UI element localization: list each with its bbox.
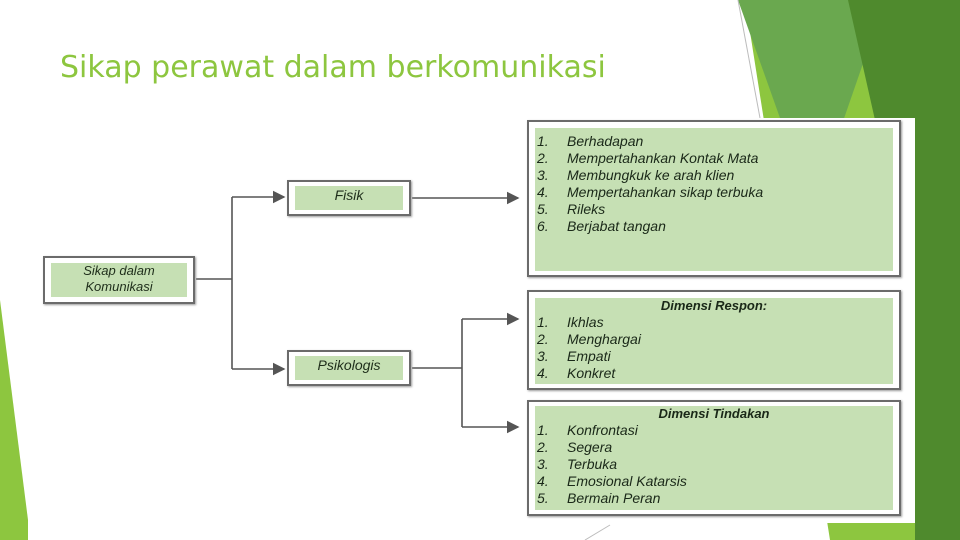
list-item: 3. Terbuka <box>537 456 618 472</box>
list-item: 1. Ikhlas <box>537 314 604 330</box>
fisik-list-box <box>527 120 901 277</box>
list-item: 3. Membungkuk ke arah klien <box>537 167 735 183</box>
list-item: 3. Empati <box>537 348 611 364</box>
list-item: 2. Menghargai <box>537 331 641 347</box>
tindakan-heading: Dimensi Tindakan <box>658 406 770 421</box>
psikologis-node <box>287 350 411 386</box>
list-item: 1. Berhadapan <box>537 133 644 149</box>
list-item: 2. Mempertahankan Kontak Mata <box>537 150 759 166</box>
psikologis-node-label: Psikologis <box>317 357 381 373</box>
respon-list <box>537 314 837 382</box>
root-node-label: Sikap dalam Komunikasi <box>83 263 155 294</box>
left-accent-shape <box>0 300 28 540</box>
respon-heading: Dimensi Respon: <box>660 298 768 313</box>
list-item: 2. Segera <box>537 439 613 455</box>
list-item: 4. Mempertahankan sikap terbuka <box>537 184 764 200</box>
tindakan-list <box>537 422 837 507</box>
fisik-node <box>287 180 411 216</box>
respon-box <box>527 290 901 390</box>
fisik-node-label: Fisik <box>334 187 364 203</box>
tindakan-box <box>527 400 901 516</box>
list-item: 5. Rileks <box>537 201 606 217</box>
slide-title: Sikap perawat dalam berkomunikasi <box>60 50 606 85</box>
root-node <box>43 256 195 304</box>
bottom-accent-divider <box>585 525 610 540</box>
right-accent-dark-strip <box>915 120 960 540</box>
list-item: 5. Bermain Peran <box>537 490 661 506</box>
list-item: 4. Konkret <box>537 365 616 381</box>
list-item: 1. Konfrontasi <box>537 422 638 438</box>
list-item: 4. Emosional Katarsis <box>537 473 687 489</box>
diagram-image <box>30 118 915 523</box>
fisik-list <box>537 133 837 235</box>
list-item: 6. Berjabat tangan <box>537 218 666 234</box>
